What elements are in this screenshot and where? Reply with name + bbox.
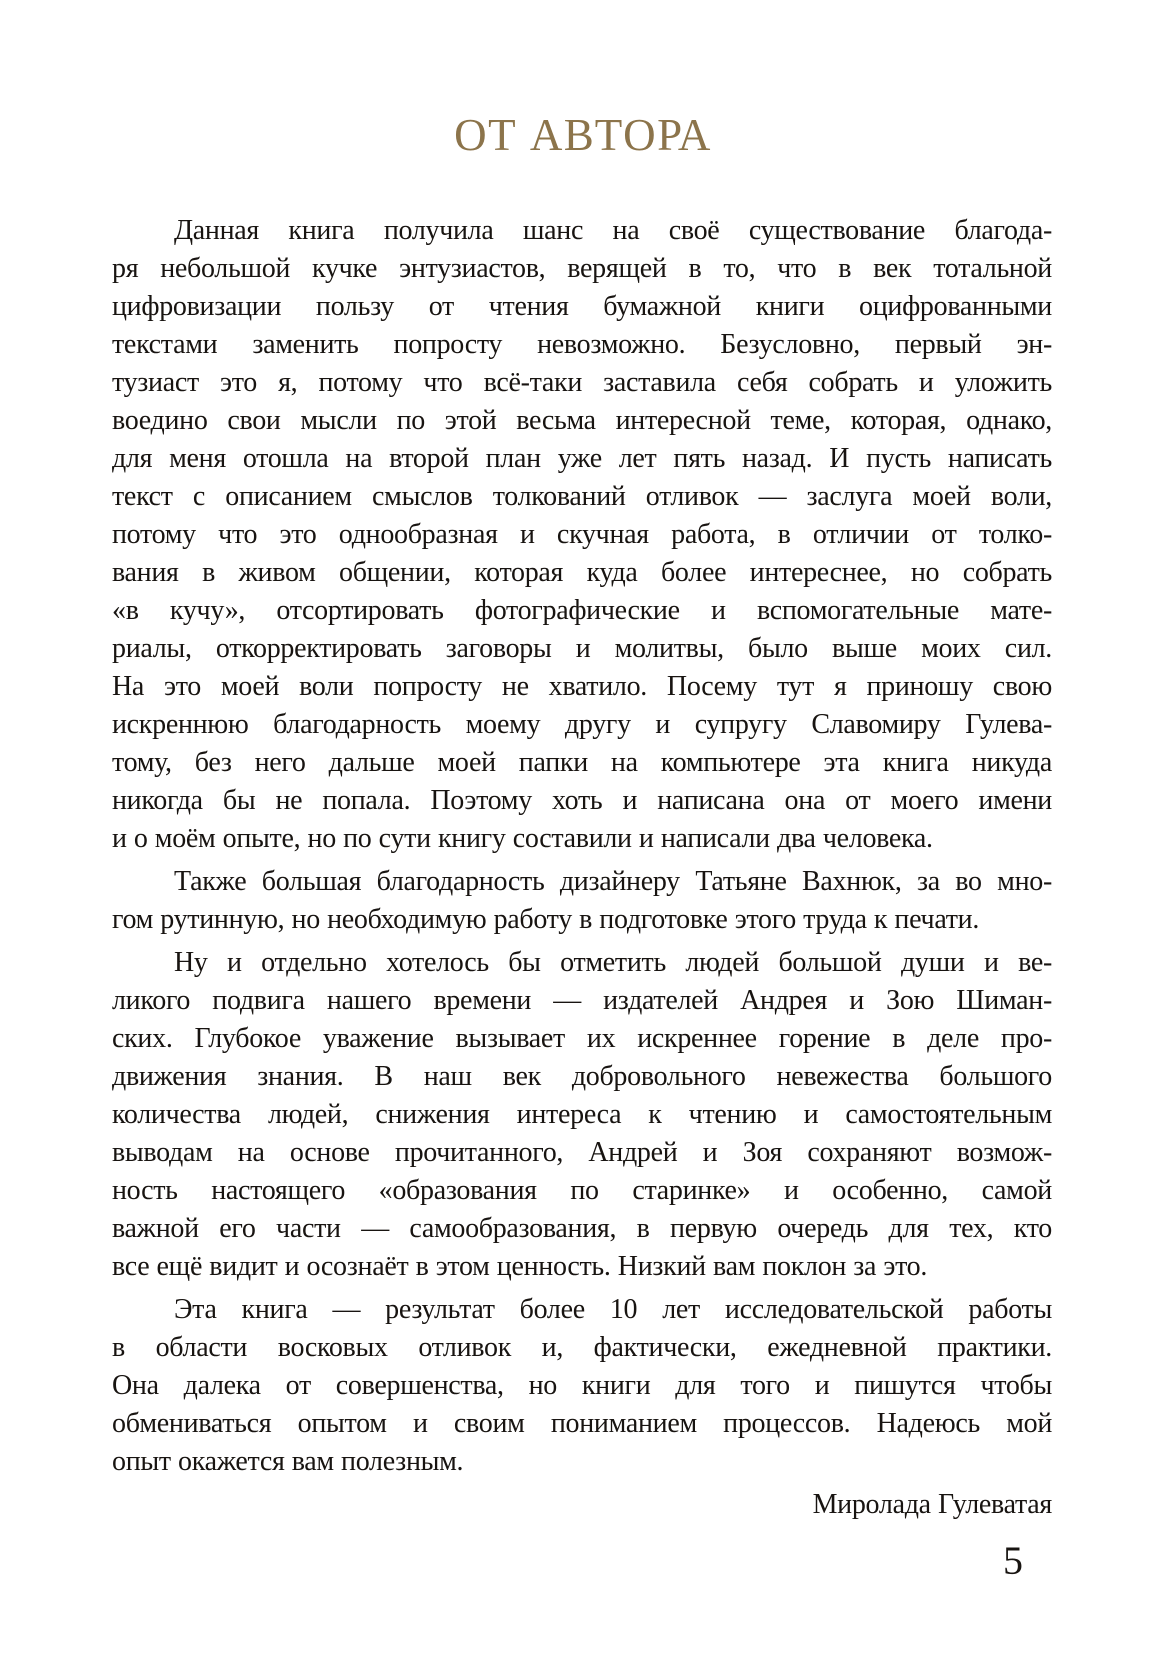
text-line: Данная книга получила шанс на своё существование благода- (174, 215, 1052, 246)
page-body (112, 212, 1052, 1524)
text-line: количества людей, снижения интереса к чтению и самостоятельным (112, 1099, 1052, 1130)
text-line: и о моём опыте, но по сути книгу составили и написали два человека. (112, 823, 933, 854)
text-line: Эта книга — результат более 10 лет исследовательской работы (174, 1294, 1052, 1325)
text-line: тузиаст это я, потому что всё-таки заставила себя собрать и уложить (112, 367, 1052, 398)
text-line: все ещё видит и осознаёт в этом ценность. Низкий вам поклон за это. (112, 1251, 928, 1282)
text-line: текстами заменить попросту невозможно. Безусловно, первый эн- (112, 329, 1052, 360)
text-line: воедино свои мысли по этой весьма интересной теме, которая, однако, (112, 405, 1052, 436)
text-line: ских. Глубокое уважение вызывает их искреннее горение в деле про- (112, 1023, 1052, 1054)
text-line: цифровизации пользу от чтения бумажной книги оцифрованными (112, 291, 1052, 322)
text-line: риалы, откорректировать заговоры и молитвы, было выше моих сил. (112, 633, 1052, 664)
text-line: для меня отошла на второй план уже лет пять назад. И пусть написать (112, 443, 1052, 474)
text-line: ликого подвига нашего времени — издателей Андрея и Зою Шиман- (112, 985, 1052, 1016)
text-line: текст с описанием смыслов толкований отливок — заслуга моей воли, (112, 481, 1052, 512)
text-line: движения знания. В наш век добровольного невежества большого (112, 1061, 1052, 1092)
text-line: никогда бы не попала. Поэтому хоть и написана она от моего имени (112, 785, 1052, 816)
text-line: тому, без него дальше моей папки на компьютере эта книга никуда (112, 747, 1052, 778)
page-title: ОТ АВТОРА (454, 110, 712, 160)
text-line: На это моей воли попросту не хватило. Посему тут я приношу свою (112, 671, 1052, 702)
text-line: «в кучу», отсортировать фотографические и вспомогательные мате- (112, 595, 1052, 626)
text-line: опыт окажется вам полезным. (112, 1446, 464, 1477)
text-line: выводам на основе прочитанного, Андрей и Зоя сохраняют возмож- (112, 1137, 1052, 1168)
text-line: Также большая благодарность дизайнеру Татьяне Вахнюк, за во мно- (174, 866, 1052, 897)
text-line: обмениваться опытом и своим пониманием процессов. Надеюсь мой (112, 1408, 1052, 1439)
text-line: вания в живом общении, которая куда более интереснее, но собрать (112, 557, 1052, 588)
text-line: искреннюю благодарность моему другу и супругу Славомиру Гулева- (112, 709, 1052, 740)
text-line: потому что это однообразная и скучная работа, в отличии от толко- (112, 519, 1052, 550)
text-line: гом рутинную, но необходимую работу в подготовке этого труда к печати. (112, 904, 980, 935)
text-line: ря небольшой кучке энтузиастов, верящей в то, что в век тотальной (112, 253, 1052, 284)
text-line: ность настоящего «образования по старинке» и особенно, самой (112, 1175, 1052, 1206)
text-line: в области восковых отливок и, фактически, ежедневной практики. (112, 1332, 1052, 1363)
page-number: 5 (1003, 1538, 1023, 1583)
text-line: важной его части — самообразования, в первую очередь для тех, кто (112, 1213, 1052, 1244)
text-line: Она далека от совершенства, но книги для того и пишутся чтобы (112, 1370, 1052, 1401)
author-signature: Миролада Гулеватая (812, 1489, 1052, 1520)
text-line: Ну и отдельно хотелось бы отметить людей большой души и ве- (174, 947, 1052, 978)
